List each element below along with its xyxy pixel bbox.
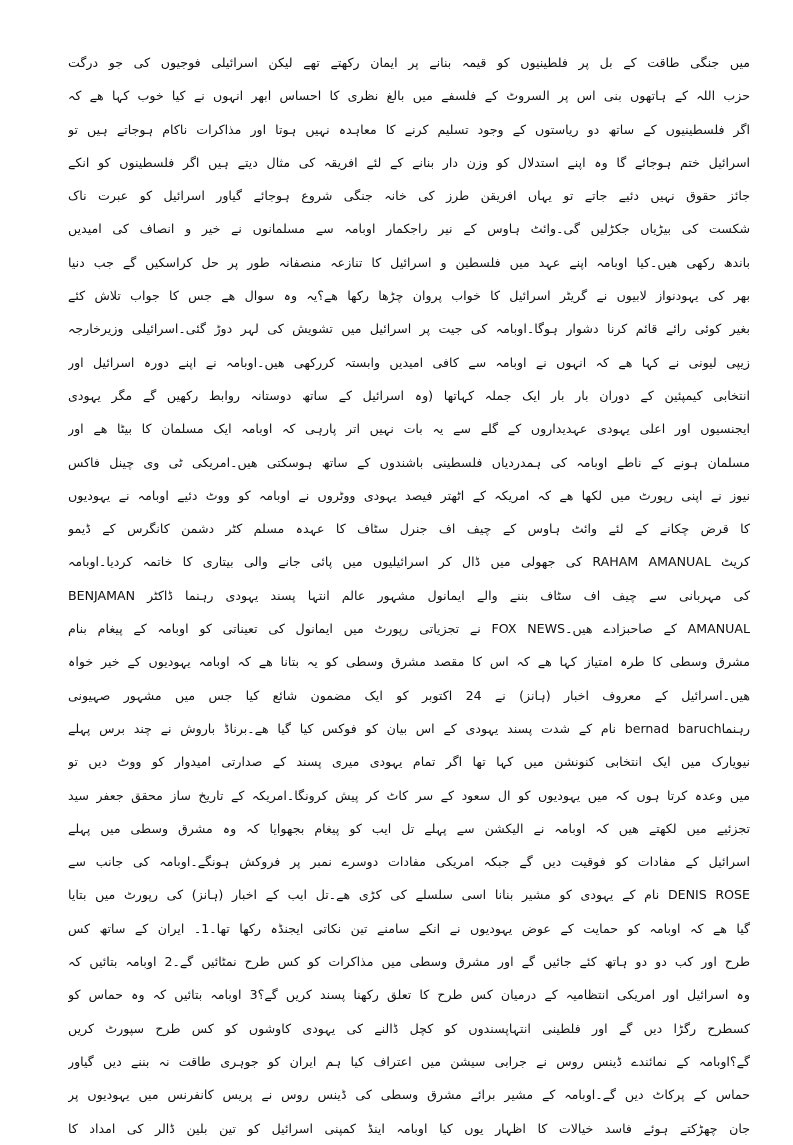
text-line: اسرائیل ختم ہوجائے گا وہ اپنے استدلال کو وزن دار بنانے کے لئے افریقہ کی مثال دیتے ہیں اگر فلسطینوں کو انکے — [68, 154, 750, 170]
text-line: حزب اللہ کے ہاتھوں بنی اس پر السروٹ کے فلسفے میں بالغ نظری کا احساس ابھر انہوں نے کیا خوب کہا ھے کہ — [68, 88, 750, 104]
text-line: AMANUAL کے صاحبزادے ھیں۔FOX NEWS نے تجزیاتی رپورٹ میں ایمانول کی تعیناتی کو اوبامہ کے پیغام بنام — [68, 621, 750, 637]
text-line: نیویارک میں ایک انتخابی کنونشن میں کہا تھا اگر تمام یہودی میری پسند کے صدارتی امیدوار کو ووٹ دیں تو — [68, 754, 750, 770]
text-line: DENIS ROSE نام کے یہودی کو مشیر بنانا اسی سلسلے کی کڑی ھے۔تل ایب کے اخبار (ہانز) کی رپورٹ میں بتایا — [68, 887, 750, 903]
text-line: جان چھڑکتے ہوئے فاسد خیالات کا اظہار یوں کیا اوبامہ اینڈ کمپنی اسرائیل کو تین بلین ڈالر کی امداد کا — [68, 1120, 750, 1136]
text-line: شکست کی بیڑیاں جکڑلیں گی۔وائٹ ہاوس کے نیر راجکمار اوبامہ سے مسلمانوں نے خیر و انصاف کی امیدیں — [68, 221, 750, 237]
text-line: اسرائیل کے مفادات کو فوقیت دیں گے جبکہ امریکی مفادات دوسرے نمبر پر فروکش ہونگے۔اوبامہ کی جانب سے — [68, 854, 750, 870]
text-line: تجزئیے میں لکھتے ھیں کہ اوبامہ نے الیکشن سے پہلے تل ایب کو پیغام بجھوایا کہ وہ مشرق وسطی میں پہلے — [68, 820, 750, 836]
text-line: گے؟اوبامہ کے نمائندے ڈینس روس نے جرابی سیشن میں اعتراف کیا ہم ایران کو جوہری طاقت نہ بننے دیں گیاور — [68, 1053, 750, 1069]
text-line: مسلمان ہونے کے ناطے اوبامہ کی ہمدردیاں فلسطینی باشندوں کے ساتھ ہوسکتی ھیں۔امریکی ٹی وی چینل فاکس — [68, 454, 750, 470]
text-line: بغیر کوئی رائے قائم کرنا دشوار ہوگا۔اوبامہ کی جیت پر اسرائیل میں تشویش کی لہر دوڑ گئی۔اسرائیلی وزیرخارجہ — [68, 321, 750, 337]
text-line: میں وعدہ کرتا ہوں کہ میں یہودیوں کو ال سعود کے سر کاٹ کر پیش کرونگا۔امریکہ کے تاریخ ساز محقق جعفر سید — [68, 787, 750, 803]
text-line: طرح اور کب دو دو ہاتھ کئے جائیں گے اور مشرق وسطی میں مذاکرات کو کس طرح نمٹائیں گے۔2 اوبامہ بتائیں کہ — [68, 954, 750, 970]
text-line: انتخابی کیمپئین کے دوران بار بار ایک جملہ کہاتھا (وہ اسرائیل کے ساتھ دوستانہ روابط رکھیں گے مگر یہودی — [68, 387, 750, 403]
text-line: نیوز نے اپنی رپورٹ میں لکھا ھے کہ امریکہ کے اٹھتر فیصد یہودی ووٹروں نے اوبامہ کو ووٹ دئیے اوبامہ نے یہودیوں — [68, 487, 750, 503]
text-line: وہ اسرائیل اور امریکی انتظامیہ کے درمیان کس طرح کا تعلق رکھنا پسند کریں گے؟3 اوبامہ بتائیں کہ وہ حماس کو — [68, 987, 750, 1003]
text-line: اگر فلسطینیوں کے ساتھ دو ریاستوں کے وجود تسلیم کرنے کا معاہدہ نہیں ہوتا اور مذاکرات ناکام ہوجاتے ہیں تو — [68, 121, 750, 137]
text-line: کسطرح رگڑا دیں گے اور فلطینی انتہاپسندوں کو کچل ڈالنے کی یہودی کاوشوں کو کس طرح سپورٹ کریں — [68, 1020, 750, 1036]
text-line: رہنماbernad baruch نام کے شدت پسند یہودی کے اس بیان کو فوکس کیا گیا ھے۔برناڈ باروش نے چند برس پہلے — [68, 720, 750, 736]
text-line: ھیں۔اسرائیل کے معروف اخبار (ہانز) نے 24 اکتوبر کو ایک مضمون شائع کیا جس میں مشہور صہیونی — [68, 687, 750, 703]
text-line: جائز حقوق نہیں دئیے جاتے تو یہاں افریقن طرز کی خانہ جنگی شروع ہوجائے گیاور اسرائیل کو عبرت ناک — [68, 188, 750, 204]
text-line: بھر کی یہودنواز لابیوں نے گریٹر اسرائیل کا خواب پروان چڑھا رکھا ھے؟یہ وہ سوال ھے جس کا جواب تلاش کئے — [68, 288, 750, 304]
text-line: کریٹ RAHAM AMANUAL کی جھولی میں ڈال کر اسرائیلیوں میں پائی جانے والی بیتاری کا خاتمہ کردیا۔اوبامہ — [68, 554, 750, 570]
text-line: زیپی لیونی نے کہا ھے کہ انہوں نے اوبامہ سے کافی امیدیں وابستہ کررکھی ھیں۔اوبامہ نے اپنے دورہ اسرائیل اور — [68, 354, 750, 370]
text-line: باندھ رکھی ھیں۔کیا اوبامہ اپنے عہد میں فلسطین و اسرائیل کا تنازعہ منصفانہ طور پر حل کراسکیں گے جب دنیا — [68, 254, 750, 270]
text-line: میں جنگی طاقت کے بل پر فلطینیوں کو قیمہ بنانے پر ایمان رکھتے تھے لیکن اسرائیلی فوجیوں کی جو درگت — [68, 55, 750, 70]
text-line: گیا ھے کہ اوبامہ کو حمایت کے عوض یہودیوں نے انکے سامنے تین نکاتی ایجنڈہ رکھا تھا۔1۔ ایران کے ساتھ کس — [68, 920, 750, 936]
text-line: ایجنسیوں اور اعلی یہودی عہدیداروں کے گلے سے یہ بات نہیں اتر پارہی کہ اوبامہ ایک مسلمان کا بیٹا ھے اور — [68, 421, 750, 437]
article-body — [68, 46, 750, 1145]
text-line: حماس کے پرکاٹ دیں گے۔اوبامہ کے مشیر برائے مشرق وسطی کی ڈینس روس نے پریس کانفرنس میں یہودیوں پر — [68, 1087, 750, 1103]
text-line: کا قرض چکانے کے لئے وائٹ ہاوس کے چیف اف جنرل سٹاف کا عہدہ مسلم کٹر دشمن کانگرس کے ڈیمو — [68, 521, 750, 537]
text-line: مشرق وسطی کا طرہ امتیاز کہا ھے کہ اس کا مقصد مشرق وسطی کو یہ بتانا ھے کہ اوبامہ یہودیوں کے خیر خواہ — [68, 654, 750, 670]
text-line: کی مہربانی سے چیف اف سٹاف بننے والے ایمانول مشہور عالم انتہا پسند یہودی رہنما ڈاکٹر BENJAMAN — [68, 587, 750, 603]
